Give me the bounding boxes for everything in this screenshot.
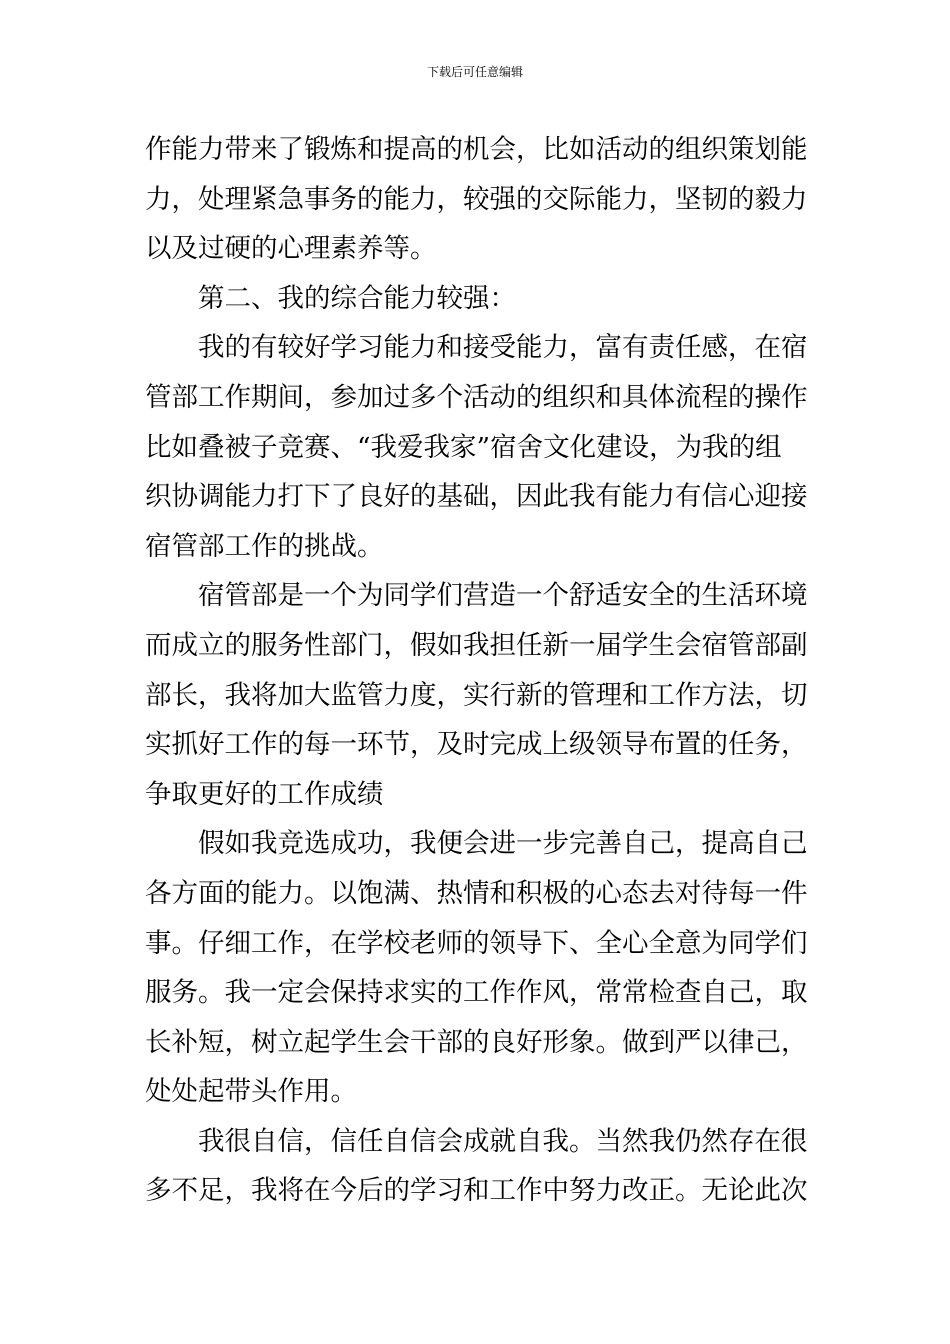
text-line: 长补短，树立起学生会干部的良好形象。做到严以律己， (145, 1026, 807, 1058)
text-line: 织协调能力打下了良好的基础，因此我有能力有信心迎接 (145, 481, 807, 513)
text-line: 力，处理紧急事务的能力，较强的交际能力，坚韧的毅力 (145, 183, 807, 215)
paragraph-start-line: 我很自信，信任自信会成就自我。当然我仍然存在很 (198, 1125, 807, 1157)
text-line: 多不足，我将在今后的学习和工作中努力改正。无论此次 (145, 1175, 807, 1207)
text-line: 部长，我将加大监管力度，实行新的管理和工作方法，切 (145, 679, 807, 711)
text-line: 管部工作期间，参加过多个活动的组织和具体流程的操作 (145, 381, 807, 413)
text-line: 各方面的能力。以饱满、热情和积极的心态去对待每一件 (145, 877, 807, 909)
text-line: 比如叠被子竞赛、“我爱我家”宿舍文化建设，为我的组 (145, 431, 782, 463)
text-line: 事。仔细工作，在学校老师的领导下、全心全意为同学们 (145, 927, 807, 959)
document-body (145, 125, 807, 1216)
text-line: 争取更好的工作成绩 (145, 778, 384, 810)
text-line: 处处起带头作用。 (145, 1076, 357, 1108)
text-line: 作能力带来了锻炼和提高的机会，比如活动的组织策划能 (145, 134, 807, 165)
paragraph-start-line: 第二、我的综合能力较强： (198, 282, 516, 314)
text-line: 宿管部工作的挑战。 (145, 530, 384, 562)
paragraph-start-line: 宿管部是一个为同学们营造一个舒适安全的生活环境 (198, 580, 807, 612)
page-header: 下载后可任意编辑 (426, 65, 523, 79)
text-line: 服务。我一定会保持求实的工作作风，常常检查自己，取 (145, 977, 807, 1009)
text-line: 以及过硬的心理素养等。 (145, 233, 437, 265)
paragraph-start-line: 假如我竞选成功，我便会进一步完善自己，提高自己 (198, 828, 807, 860)
text-line: 实抓好工作的每一环节，及时完成上级领导布置的任务， (145, 729, 807, 761)
text-line: 而成立的服务性部门，假如我担任新一届学生会宿管部副 (145, 629, 807, 661)
paragraph-start-line: 我的有较好学习能力和接受能力，富有责任感，在宿 (198, 332, 807, 364)
